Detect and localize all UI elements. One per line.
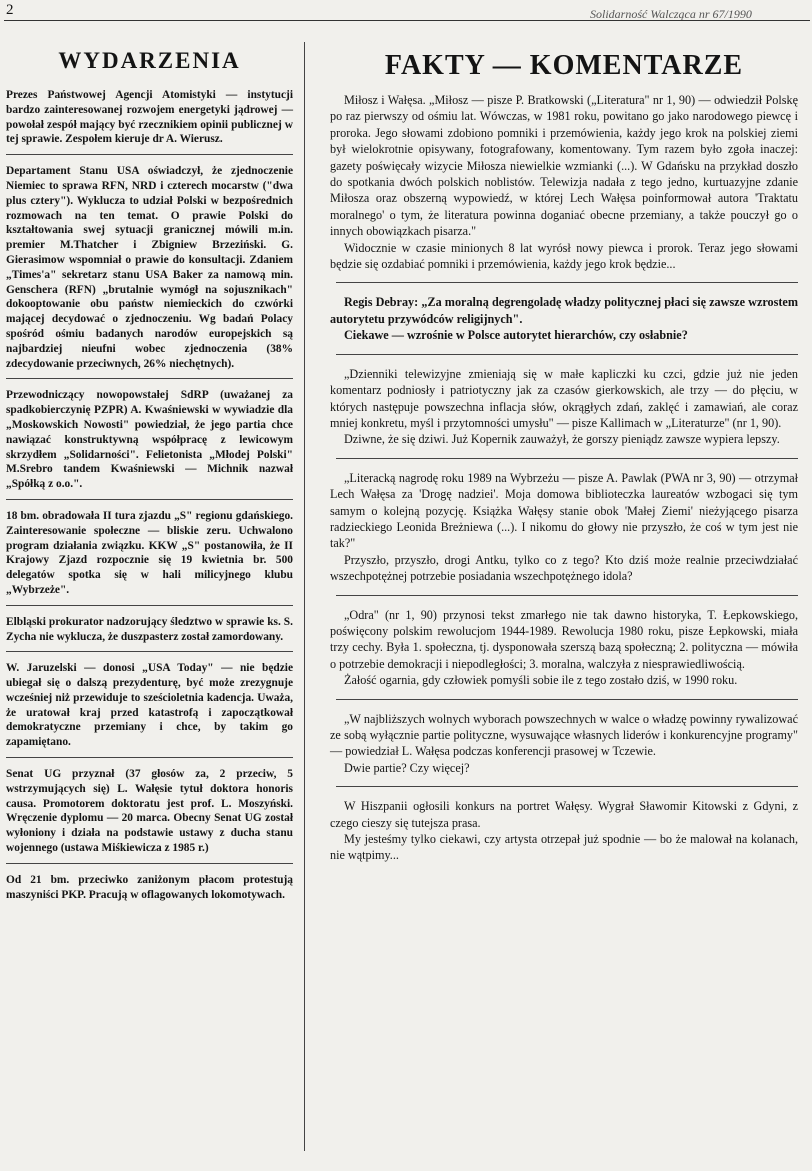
events-column <box>6 30 293 902</box>
divider <box>6 499 293 500</box>
commentary-quote: „Literacką nagrodę roku 1989 na Wybrzeżu — pisze A. Pawlak (PWA nr 3, 90) — otrzymał Lech Wałęsa za 'Drogę nadziei'. Moja domowa biblioteczka laureatów wzbogaci się tym samym o kolejną pozycję. Książka Wałęsy stanie obok 'Małej Ziemi' nieżyjącego pisarza radzieckiego Leonida Breżniewa (...). I nikomu do głowy nie przyszło, że coś w tym jest nie tak?" <box>330 470 798 551</box>
divider <box>6 154 293 155</box>
event-item <box>6 388 293 492</box>
column-divider <box>304 42 305 1151</box>
event-text: Elbląski prokurator nadzorujący śledztwo w sprawie ks. S. Zycha nie wyklucza, że duszpasterz został zamordowany. <box>6 615 293 643</box>
divider <box>336 282 798 283</box>
commentary-remark: Przyszło, przyszło, drogi Antku, tylko co z tego? Kto dziś może realnie przeciwdziałać wszechpotężnej potrzebie posiadania wszechpotężnego idola? <box>330 552 798 584</box>
event-text: 18 bm. obradowała II tura zjazdu „S" regionu gdańskiego. Zainteresowanie społeczne — bliskie zeru. Uchwalono program działania związku. KKW „S" postanowiła, że II Krajowy Zjazd rozpocznie się 19 kwietnia br. 500 delegatów spotka się w hali milicyjnego klubu „Wybrzeże". <box>6 509 293 596</box>
event-item <box>6 164 293 371</box>
event-item <box>6 661 293 750</box>
commentary-item <box>330 711 798 777</box>
event-item <box>6 615 293 645</box>
event-item <box>6 88 293 147</box>
commentary-quote: „Dzienniki telewizyjne zmieniają się w małe kapliczki ku czci, gdzie już nie jeden komentarz podniosły i patriotyczny jak za czasów gierkowskich, ale trzy — do płęciu, w których następuje powszechna inflacja słów, okrągłych zdań, zaklęć i zamawiań, ale coraz mniej konkretu, myśl i przytomności umysłu" — pisze Kallimach w „Literaturze" (nr 1, 90). <box>330 366 798 430</box>
divider <box>336 595 798 596</box>
commentary-item <box>330 366 798 448</box>
commentary-item <box>330 470 798 585</box>
divider <box>336 786 798 787</box>
event-text: Senat UG przyznał (37 głosów za, 2 przeciw, 5 wstrzymujących się) L. Wałęsie tytuł doktora honoris causa. Promotorem doktoratu jest prof. L. Moszyński. Wręczenie dyplomu — 20 marca. Obecny Senat UG został wyłoniony i działa na podstawie ustawy z ducha stanu wojennego (ustawa Miśkiewicza z 1985 r.) <box>6 768 293 855</box>
top-rule <box>4 20 810 21</box>
commentary-item <box>330 92 798 272</box>
commentary-quote: Regis Debray: „Za moralną degrengoladę władzy politycznej płaci się zawsze wzrostem autorytetu przywódców religijnych". <box>330 295 798 326</box>
commentary-remark: Dziwne, że się dziwi. Już Kopernik zauważył, że gorszy pieniądz zawsze wypiera lepszy. <box>344 432 780 447</box>
event-item <box>6 873 293 903</box>
divider <box>336 458 798 459</box>
commentary-remark: Widocznie w czasie minionych 8 lat wyrósł nowy piewca i prorok. Teraz jego słowami będzie się ozdabiać pomniki i przemówienia, każdy jego krok będzie... <box>330 240 798 272</box>
commentary-remark: My jesteśmy tylko ciekawi, czy artysta otrzepał już spodnie — bo że malował na kolanach, nie wątpimy... <box>330 832 798 863</box>
page-number: 2 <box>6 2 14 18</box>
commentary-quote: „Odra" (nr 1, 90) przynosi tekst zmarłego nie tak dawno historyka, T. Łepkowskiego, poświęcony polskim rewolucjom 1944-1989. Rewolucja 1980 roku, pisze Łepkowski, miała trzy cechy. Była 1. społeczna, tj. dysponowała szerszą bazą społeczną; 2. polityczna — mówiła o potrzebie demokracji i niepodległości; 3. moralna, walczyła z niesprawiedliwością. <box>330 607 798 671</box>
commentary-quote: „W najbliższych wolnych wyborach powszechnych w walce o władzę powinny rywalizować ze sobą wyłącznie partie polityczne, wysuwające własnych liderów i konkurencyjne programy" — powiedział L. Wałęsa podczas konferencji prasowej w Tczewie. <box>330 711 798 759</box>
commentary-item <box>330 798 798 864</box>
divider <box>6 651 293 652</box>
divider <box>6 863 293 864</box>
event-text: Departament Stanu USA oświadczył, że zjednoczenie Niemiec to sprawa RFN, NRD i czterech mocarstw ("dwa plus cztery"). Wyklucza to udział Polski w bezpośrednich rozmowach na ten temat. O prawie Polski do kształtowania swej sytuacji granicznej mówili m.in. premier M.Thatcher i Zbigniew Brzeziński. G. Gierasimow wspomniał o prawie do konsultacji. Zdaniem „Times'a" sekretarz stanu USA Baker za namową min. Genschera (RFN) „brutalnie wymógł na sojusznikach" dokooptowanie obu państw niemieckich do czwórki mającej decydować o zjednoczeniu. Wg badań Polacy spośród ośmiu badanych narodów europejskich są najbardziej nieufni wobec zjednoczenia (38% zdecydowanie przeciwnych, 26% niechętnych). <box>6 165 293 370</box>
publication-header: Solidarność Walcząca nr 67/1990 <box>590 7 752 21</box>
divider <box>336 699 798 700</box>
commentary-quote: Miłosz i Wałęsa. „Miłosz — pisze P. Bratkowski („Literatura" nr 1, 90) — odwiedził Polskę po raz pierwszy od ośmiu lat. Wówczas, w 1981 roku, powitano go jako narodowego piewcę i proroka. Jego słowami zdobiono pomniki i przemówienia, każdy jego krok na polskiej ziemi był wielokrotnie opisywany, fotografowany, komentowany. Tym razem było zgoła inaczej: gazety poświęcały wizycie Miłosza niewielkie wzmianki (...). W Gdańsku na przykład doszło do spotkania dwóch polskich noblistów. Telewizja nadała z tego jedno, kurtuazyjne zdanie Miłosza oraz obszerną wypowiedź, w której Lech Wałęsa poinformował autora 'Traktatu moralnego' o tym, że literatura powinna doganiać obecne przemiany, a także pouczył go o innych obowiązkach pisarza." <box>330 93 798 239</box>
event-text: Przewodniczący nowopowstałej SdRP (uważanej za spadkobierczynię PZPR) A. Kwaśniewski w wywiadzie dla „Moskowskich Nowosti" powiedział, że jego partia chce nawiązać konstruktywną współpracę z lewicowym skrzydłem „Solidarności". Felietonista „Młodej Polski" M.Srebro tandem Kwaśniewski — Michnik nazwał „Spółką z o.o.". <box>6 389 293 491</box>
event-item <box>6 767 293 856</box>
commentary-item <box>330 607 798 689</box>
commentary-quote: W Hiszpanii ogłosili konkurs na portret Wałęsy. Wygrał Sławomir Kitowski z Gdyni, z czego cieszy się tutejsza prasa. <box>330 799 798 830</box>
facts-column <box>330 50 798 864</box>
divider <box>6 757 293 758</box>
commentary-item <box>330 294 798 343</box>
facts-title: FAKTY — KOMENTARZE <box>384 50 744 81</box>
events-title: WYDARZENIA <box>58 48 241 73</box>
commentary-remark: Dwie partie? Czy więcej? <box>344 760 470 775</box>
commentary-remark: Żałość ogarnia, gdy człowiek pomyśli sobie ile z tego zostało dziś, w 1990 roku. <box>344 673 738 688</box>
event-item <box>6 509 293 598</box>
divider <box>336 354 798 355</box>
event-text: Od 21 bm. przeciwko zaniżonym płacom protestują maszyniści PKP. Pracują w oflagowanych lokomotywach. <box>6 873 293 901</box>
event-text: W. Jaruzelski — donosi „USA Today" — nie będzie ubiegał się o dalszą prezydenturę, być może zrezygnuje wcześniej niż przewiduje to sześcioletnia kadencja. Uważa, że uratował kraj przed katastrofą i zapoczątkował demokratyczne przemiany i chce, by takim go zapamiętano. <box>6 662 293 749</box>
commentary-remark: Ciekawe — wzrośnie w Polsce autorytet hierarchów, czy osłabnie? <box>344 328 688 343</box>
divider <box>6 378 293 379</box>
divider <box>6 605 293 606</box>
event-text: Prezes Państwowej Agencji Atomistyki — instytucji bardzo zainteresowanej rozwojem energetyki jądrowej — powołał zespół mający być rzecznikiem opinii publicznej w tej sprawie. Zespołem kieruje dr A. Wierusz. <box>6 89 293 146</box>
